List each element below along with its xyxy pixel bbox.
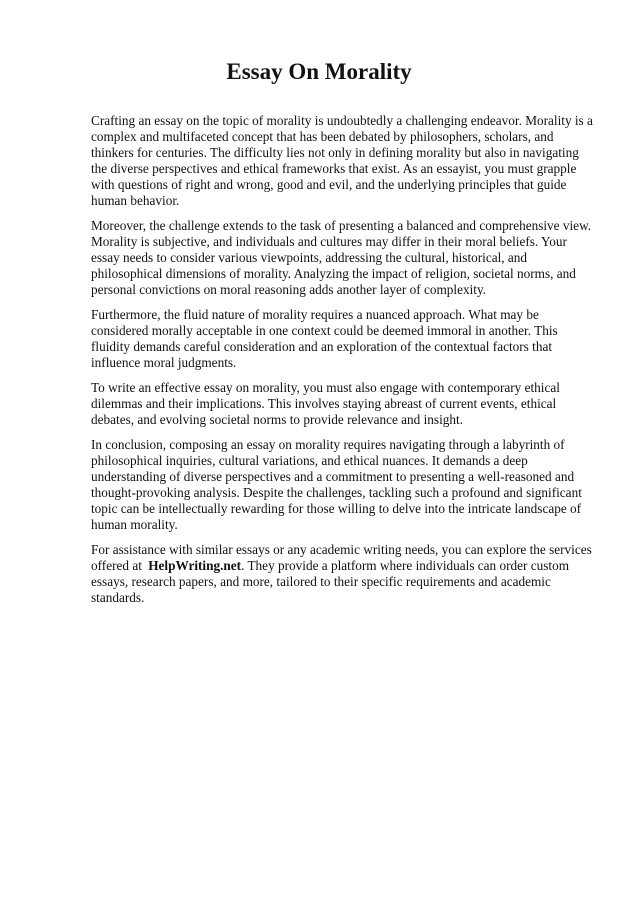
paragraph-6-text-after-link: . They provide a platform where individuals can order custom essays, research papers, and more, tailored to their specific requirements and academic standards. — [91, 558, 570, 605]
paragraph-5: In conclusion, composing an essay on morality requires navigating through a labyrinth of philosophical inquiries, cultural variations, and ethical nuances. It demands a deep understanding of diverse perspectives and a commitment to presenting a well-reasoned and thought-provoking analysis. Despite the challenges, tackling such a profound and significant topic can be intellectually rewarding for those willing to delve into the intricate landscape of human morality. — [91, 437, 582, 532]
paragraph-2: Moreover, the challenge extends to the task of presenting a balanced and comprehensive view. Morality is subjective, and individuals and cultures may differ in their moral beliefs. Your essay needs to consider various viewpoints, addressing the cultural, historical, and philosophical dimensions of morality. Analyzing the impact of religion, societal norms, and personal convictions on moral reasoning adds another layer of complexity. — [91, 218, 592, 297]
paragraph-6-text-before-link: For assistance with similar essays or any academic writing needs, you can explore the services offered at — [91, 542, 592, 573]
paragraph-3: Furthermore, the fluid nature of morality requires a nuanced approach. What may be considered morally acceptable in one context could be deemed immoral in another. This fluidity demands careful consideration and an exploration of the contextual factors that influence moral judgments. — [91, 307, 558, 370]
paragraph-4: To write an effective essay on morality, you must also engage with contemporary ethical dilemmas and their implications. This involves staying abreast of current events, ethical debates, and evolving societal norms to provide relevance and insight. — [91, 380, 560, 427]
paragraph-1: Crafting an essay on the topic of morality is undoubtedly a challenging endeavor. Morality is a complex and multifaceted concept that has been debated by philosophers, scholars, and thinkers for centuries. The difficulty lies not only in defining morality but also in navigating the diverse perspectives and ethical frameworks that exist. As an essayist, you must grapple with questions of right and wrong, good and evil, and the underlying principles that guide human behavior. — [91, 113, 593, 208]
helpwriting-link[interactable]: HelpWriting.net — [148, 558, 242, 573]
document-title: Essay On Morality — [226, 59, 412, 84]
paragraph-6 — [91, 542, 598, 606]
